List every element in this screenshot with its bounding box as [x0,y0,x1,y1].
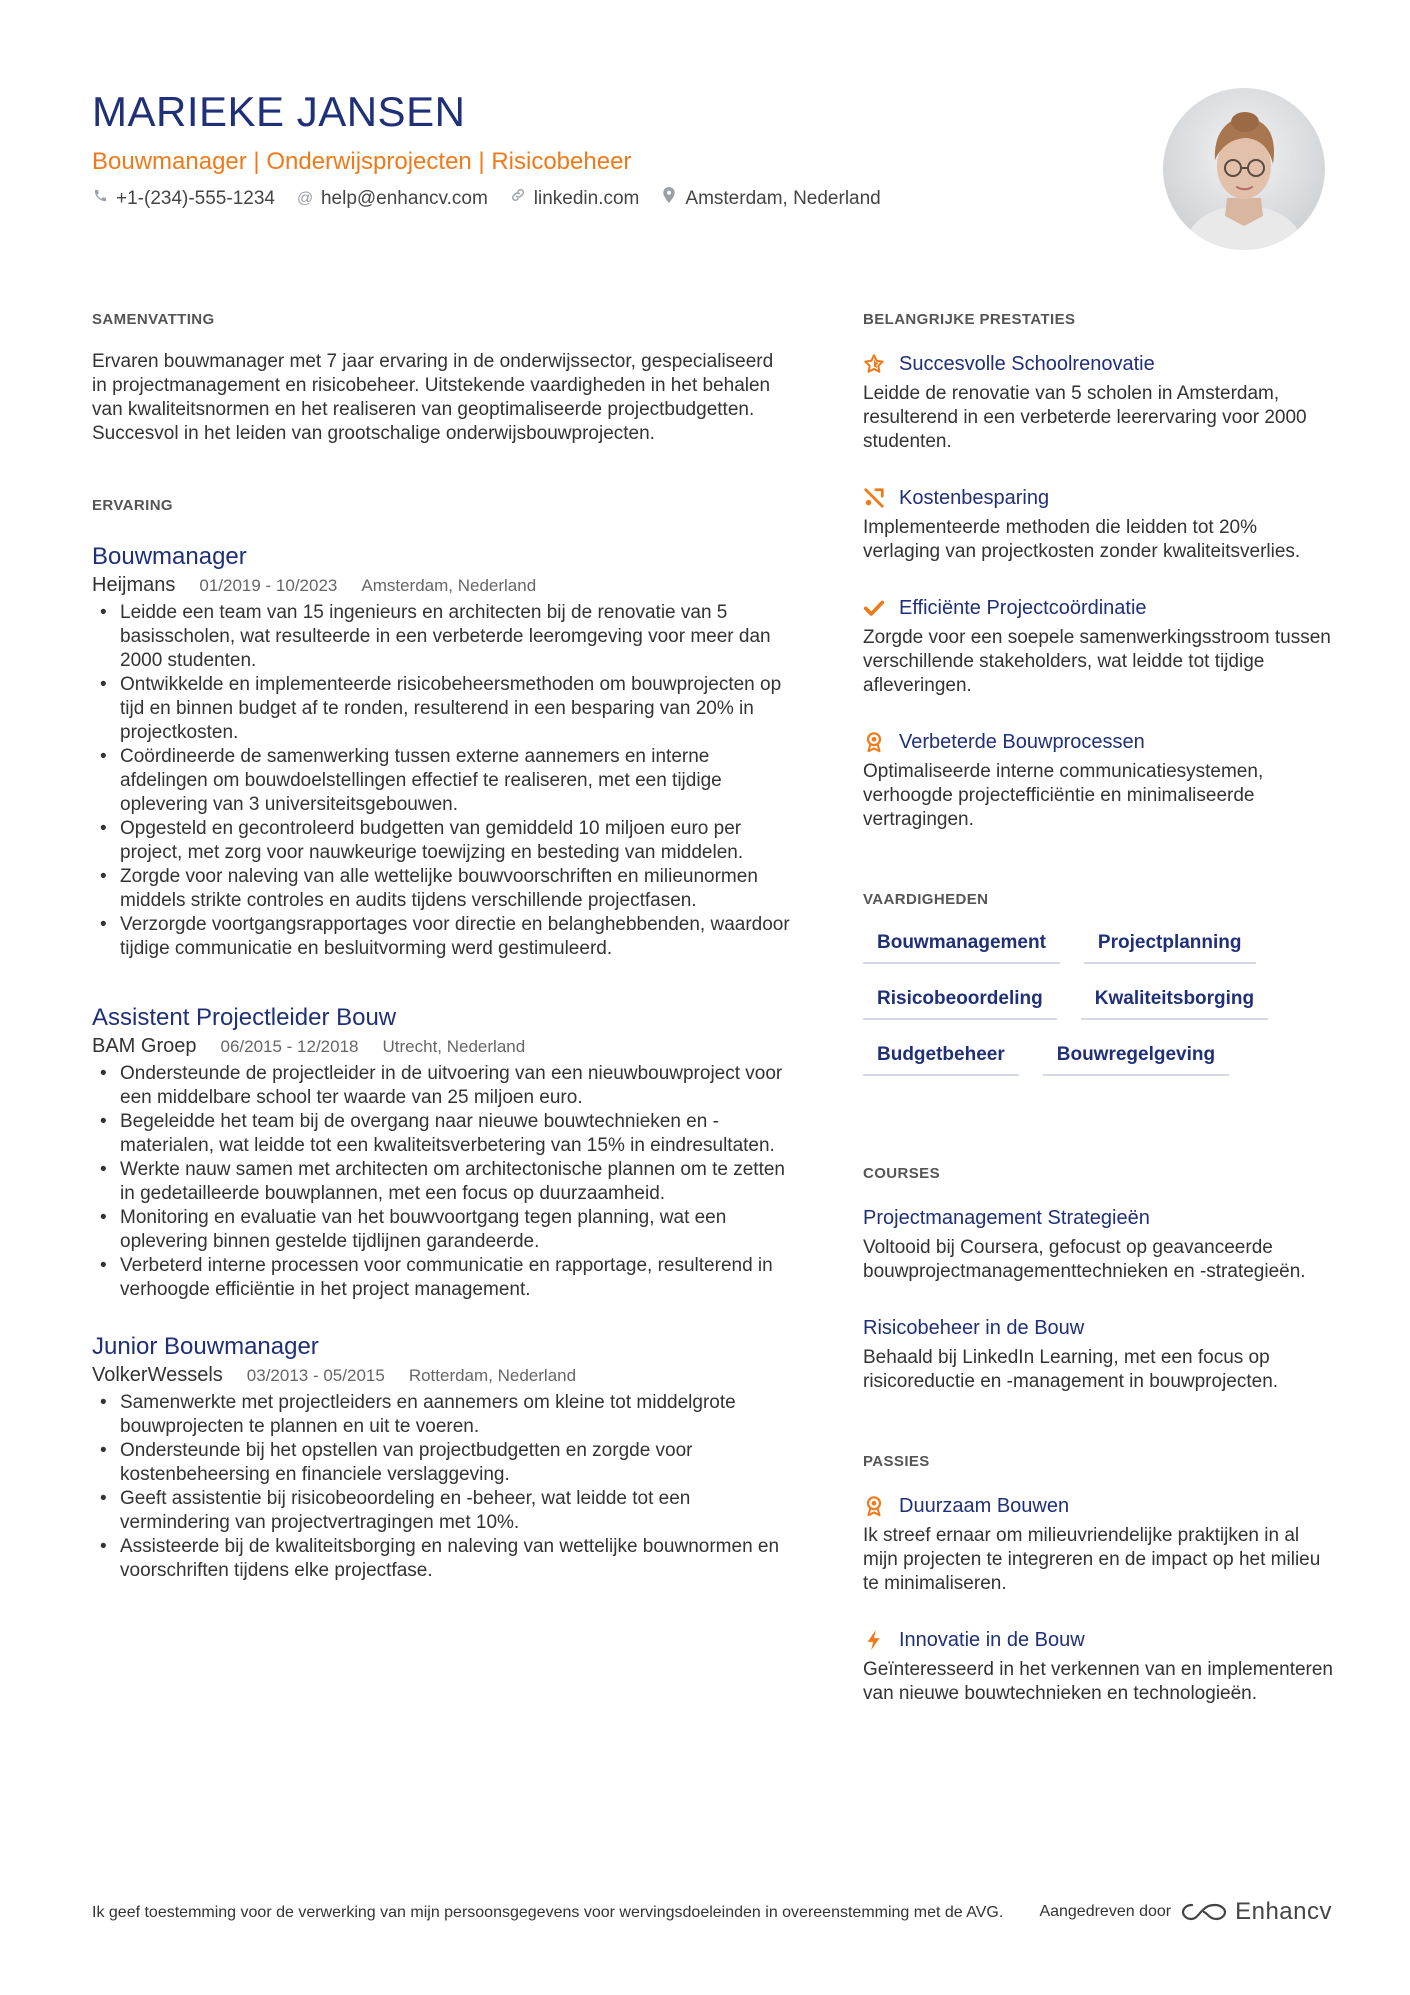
bullet-item: • Coördineerde de samenwerking tussen externe aannemers en interne afdelingen om bouwdoelstellingen effectief te realiseren, met een tijdige oplevering van 3 universiteitsgebouwen. [92,745,792,817]
contact-email[interactable] [297,184,488,214]
bullet-item: • Geeft assistentie bij risicobeoordeling en -beheer, wat leidde tot een vermindering van projectvertragingen met 10%. [92,1487,792,1535]
brand-name: Enhancv [1235,1898,1332,1925]
profile-photo [1163,88,1325,250]
achievement-item [863,594,1333,698]
courses-title: COURSES [863,1165,940,1182]
savings-icon [863,487,885,509]
passions-title: PASSIES [863,1453,930,1470]
achievement-title: Efficiënte Projectcoördinatie [899,597,1147,619]
award-icon [863,1495,885,1517]
bullet-item: • Samenwerkte met projectleiders en aannemers om kleine tot middelgrote bouwprojecten te plannen en uit te voeren. [92,1391,792,1439]
contact-bar [92,184,1142,214]
job-bullets [92,1062,792,1302]
bullet-item: • Monitoring en evaluatie van het bouwvoortgang tegen planning, wat een oplevering binnen gestelde tijdlijnen garandeerde. [92,1206,792,1254]
course-text: Voltooid bij Coursera, gefocust op geavanceerde bouwprojectmanagementtechnieken en -strategieën. [863,1237,1306,1282]
skill-tag: Kwaliteitsborging [1081,982,1268,1020]
skill-tag: Bouwmanagement [863,926,1060,964]
candidate-name: MARIEKE JANSEN [92,88,466,135]
consent-text: Ik geef toestemming voor de verwerking van mijn persoonsgegevens voor wervingsdoeleinden in overeenstemming met de AVG. [92,1903,1004,1921]
star-icon [863,353,885,375]
course-item [863,1314,1333,1394]
job-meta [92,1362,792,1389]
location-text: Amsterdam, Nederland [685,188,881,209]
job-location: Utrecht, Nederland [382,1037,526,1056]
job-entry [92,542,792,961]
bullet-item: • Begeleidde het team bij de overgang naar nieuwe bouwtechnieken en -materialen, wat leidde tot een kwaliteitsverbetering van 15% in eindresultaten. [92,1110,792,1158]
bullet-item: • Leidde een team van 15 ingenieurs en architecten bij de renovatie van 5 basisscholen, wat resulteerde in een verbeterde leeromgeving voor meer dan 2000 studenten. [92,601,792,673]
achievements-title: BELANGRIJKE PRESTATIES [863,311,1076,328]
bullet-item: • Ondersteunde de projectleider in de uitvoering van een nieuwbouwproject voor een middelbare school ter waarde van 25 miljoen euro. [92,1062,792,1110]
checkmark-icon [863,597,885,619]
contact-phone [92,184,275,214]
job-entry [92,1332,792,1583]
lightning-icon [863,1629,885,1651]
achievement-text: Optimaliseerde interne communicatiesystemen, verhoogde projectefficiëntie en minimaliseerde vertragingen. [863,761,1264,830]
passion-item [863,1492,1333,1596]
powered-by[interactable] [1039,1898,1332,1926]
bullet-item: • Verbeterd interne processen voor communicatie en rapportage, resulterend in verhoogde efficiëntie in het project management. [92,1254,792,1302]
bullet-item: • Verzorgde voortgangsrapportages voor directie en belanghebbenden, waardoor tijdige communicatie en besluitvorming werd gestimuleerd. [92,913,792,961]
phone-text: +1-(234)-555-1234 [116,188,275,209]
right-column [863,310,1333,1706]
email-text[interactable]: help@enhancv.com [320,188,488,209]
job-meta [92,1033,792,1060]
achievements-section [863,310,1333,832]
skill-tag: Projectplanning [1084,926,1256,964]
infinity-logo-icon [1181,1901,1227,1923]
achievement-text: Leidde de renovatie van 5 scholen in Amsterdam, resulterend in een verbeterde leerervaring voor 2000 studenten. [863,383,1307,452]
courses-section [863,1164,1333,1394]
avatar [1163,88,1325,250]
link-icon [510,184,526,214]
contact-location [661,184,880,214]
contact-linkedin[interactable] [510,184,640,214]
achievement-item [863,350,1333,454]
skill-tag: Bouwregelgeving [1043,1038,1229,1076]
experience-section [92,496,792,1583]
summary-text: Ervaren bouwmanager met 7 jaar ervaring in de onderwijssector, gespecialiseerd in projectmanagement en risicobeheer. Uitstekende vaardigheden in het behalen van kwaliteitsnormen en het realiseren van geoptimaliseerde projectbudgetten. Succesvol in het leiden van grootschalige onderwijsbouwprojecten. [92,351,774,444]
course-item [863,1204,1333,1284]
achievement-title: Succesvolle Schoolrenovatie [899,353,1155,375]
company-name: BAM Groep [92,1035,197,1057]
job-dates: 03/2013 - 05/2015 [246,1366,385,1385]
job-title: Assistent Projectleider Bouw [92,1004,397,1031]
bullet-item: • Zorgde voor naleving van alle wettelijke bouwvoorschriften en milieunormen middels strikte controles en audits tijdens verschillende projectfasen. [92,865,792,913]
job-bullets [92,601,792,961]
skills-section [863,890,1333,1076]
passion-title: Duurzaam Bouwen [899,1495,1070,1517]
bullet-item: • Ontwikkelde en implementeerde risicobeheersmethoden om bouwprojecten op tijd en binnen budget af te ronden, resulterend in een besparing van 20% in projectkosten. [92,673,792,745]
experience-title: ERVARING [92,497,173,514]
course-title: Risicobeheer in de Bouw [863,1317,1085,1339]
achievement-title: Verbeterde Bouwprocessen [899,731,1145,753]
passion-title: Innovatie in de Bouw [899,1629,1085,1651]
at-icon: @ [296,190,314,207]
left-column [92,310,792,1583]
achievement-item [863,728,1333,832]
job-meta [92,572,792,599]
achievement-item [863,484,1333,564]
summary-title: SAMENVATTING [92,311,215,328]
bullet-item: • Ondersteunde bij het opstellen van projectbudgetten en zorgde voor kostenbeheersing en financiele verslaggeving. [92,1439,792,1487]
skill-tag: Risicobeoordeling [863,982,1057,1020]
headline: Bouwmanager | Onderwijsprojecten | Risicobeheer [92,148,632,175]
company-name: Heijmans [92,574,176,596]
passion-item [863,1626,1333,1706]
skill-tag: Budgetbeheer [863,1038,1019,1076]
job-title: Bouwmanager [92,543,247,570]
bullet-item: • Assisteerde bij de kwaliteitsborging en naleving van wettelijke bouwnormen en voorschriften tijdens elke projectfase. [92,1535,792,1583]
job-bullets [92,1391,792,1583]
passion-text: Geïnteresseerd in het verkennen van en implementeren van nieuwe bouwtechnieken en technologieën. [863,1659,1333,1704]
summary-section [92,310,792,446]
job-dates: 06/2015 - 12/2018 [220,1037,359,1056]
bullet-item: • Opgesteld en gecontroleerd budgetten van gemiddeld 10 miljoen euro per project, met zorg voor nauwkeurige toewijzing en besteding van middelen. [92,817,792,865]
achievement-text: Zorgde voor een soepele samenwerkingsstroom tussen verschillende stakeholders, wat leidde tot tijdige afleveringen. [863,627,1331,696]
location-pin-icon [661,184,677,214]
course-text: Behaald bij LinkedIn Learning, met een focus op risicoreductie en -management in bouwprojecten. [863,1347,1279,1392]
passions-section [863,1452,1333,1706]
job-location: Amsterdam, Nederland [361,576,537,595]
skills-grid [863,926,1333,1076]
award-icon [863,731,885,753]
job-title: Junior Bouwmanager [92,1333,319,1360]
company-name: VolkerWessels [92,1364,223,1386]
passion-text: Ik streef ernaar om milieuvriendelijke praktijken in al mijn projecten te integreren en de impact op het milieu te minimaliseren. [863,1525,1321,1594]
job-location: Rotterdam, Nederland [408,1366,577,1385]
powered-by-label: Aangedreven door [1039,1903,1172,1920]
brand-logo[interactable] [1181,1898,1332,1926]
resume-header [92,88,1142,214]
course-title: Projectmanagement Strategieën [863,1207,1150,1229]
skills-title: VAARDIGHEDEN [863,891,989,908]
footer [92,1898,1332,1926]
achievement-title: Kostenbesparing [899,487,1050,509]
phone-icon [92,184,108,214]
linkedin-text[interactable]: linkedin.com [533,188,640,209]
job-dates: 01/2019 - 10/2023 [199,576,338,595]
bullet-item: • Werkte nauw samen met architecten om architectonische plannen om te zetten in gedetailleerde bouwplannen, met een focus op duurzaamheid. [92,1158,792,1206]
job-entry [92,1003,792,1302]
achievement-text: Implementeerde methoden die leidden tot 20% verlaging van projectkosten zonder kwaliteitsverlies. [863,517,1301,562]
